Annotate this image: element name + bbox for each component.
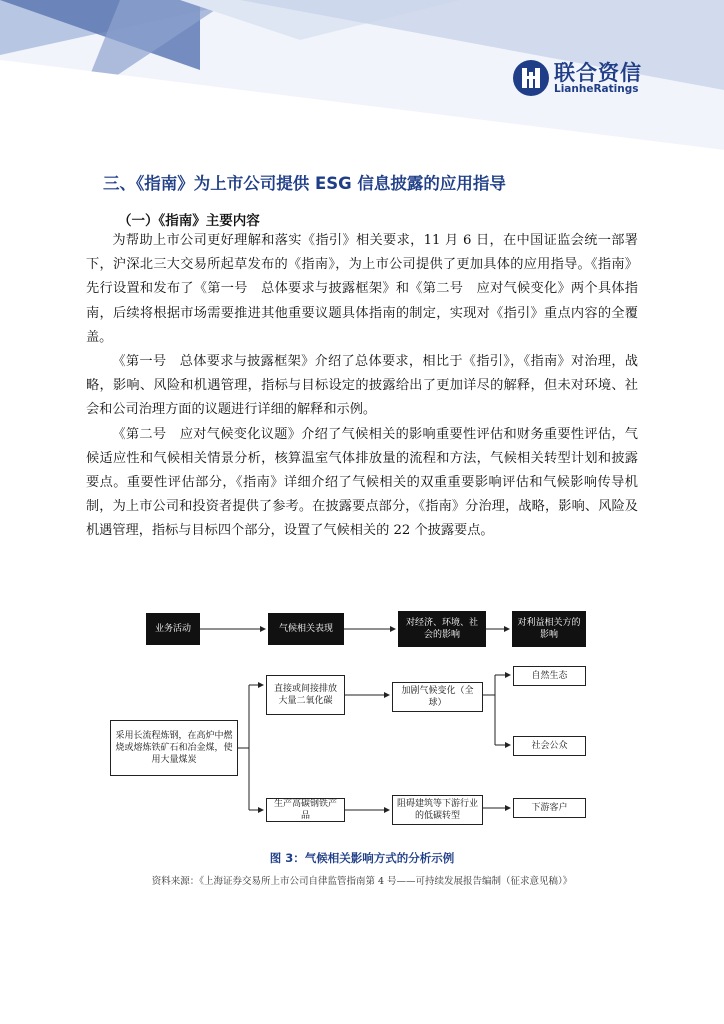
stakeholder-public-box: 社会公众 <box>513 736 586 756</box>
company-logo <box>512 57 652 101</box>
impact-downstream-box: 阻碍建筑等下游行业的低碳转型 <box>392 795 483 825</box>
performance-emissions-box: 直接或间接排放大量二氧化碳 <box>266 675 345 715</box>
paragraph: 《第二号 应对气候变化议题》介绍了气候相关的影响重要性评估和财务重要性评估，气候适应性和气候相关情景分析，核算温室气体排放量的流程和方法，气候相关转型计划和披露要点。重要性评估部分，《指南》详细介绍了气候相关的双重重要影响评估和气候影响传导机制，为上市公司和投资者提供了参考。在披露要点部分，《指南》分治理，战略，影响、风险及机遇管理，指标与目标四个部分，设置了气候相关的 22 个披露要点。 <box>86 426 638 539</box>
lianhe-logo-icon <box>512 59 550 97</box>
stakeholder-nature-box: 自然生态 <box>513 666 586 686</box>
activity-box: 采用长流程炼钢，在高炉中燃烧或熔炼铁矿石和冶金煤，使用大量煤炭 <box>110 720 238 776</box>
stakeholder-customer-box: 下游客户 <box>513 798 586 818</box>
header-climate-performance: 气候相关表现 <box>268 613 344 645</box>
logo-name-en: LianheRatings <box>554 83 639 95</box>
header-business-activity: 业务活动 <box>146 613 200 645</box>
logo-name-cn: 联合资信 <box>554 61 642 85</box>
paragraph: 为帮助上市公司更好理解和落实《指引》相关要求，11 月 6 日，在中国证监会统一部署下，沪深北三大交易所起草发布的《指南》，为上市公司提供了更加具体的应用指导。《指南》先行设置和发布了《第一号 总体要求与披露框架》和《第二号 应对气候变化》两个具体指南，后续将根据市场需要推进其他重要议题具体指南的制定，实现对《指引》重点内容的全覆盖。 <box>86 233 638 345</box>
source-note: 资料来源：《上海证券交易所上市公司自律监管指南第 4 号——可持续发展报告编制（征求意见稿）》 <box>151 876 573 887</box>
subsection-title: （一）《指南》主要内容 <box>118 213 260 229</box>
section-title: 三、《指南》为上市公司提供 ESG 信息披露的应用指导 <box>103 174 506 193</box>
climate-impact-diagram <box>108 600 628 840</box>
header-stakeholder-impact: 对利益相关方的影响 <box>512 611 586 647</box>
header-economic-impact: 对经济、环境、社会的影响 <box>398 611 486 647</box>
paragraph: 《第一号 总体要求与披露框架》介绍了总体要求，相比于《指引》，《指南》对治理，战略，影响、风险和机遇管理，指标与目标设定的披露给出了更加详尽的解释，但未对环境、社会和公司治理方面的议题进行详细的解释和示例。 <box>86 354 638 418</box>
figure-caption: 图 3：气候相关影响方式的分析示例 <box>269 851 455 865</box>
impact-climate-box: 加剧气候变化（全球） <box>392 682 483 712</box>
body-text <box>86 229 638 544</box>
performance-product-box: 生产高碳钢铁产品 <box>266 798 345 822</box>
